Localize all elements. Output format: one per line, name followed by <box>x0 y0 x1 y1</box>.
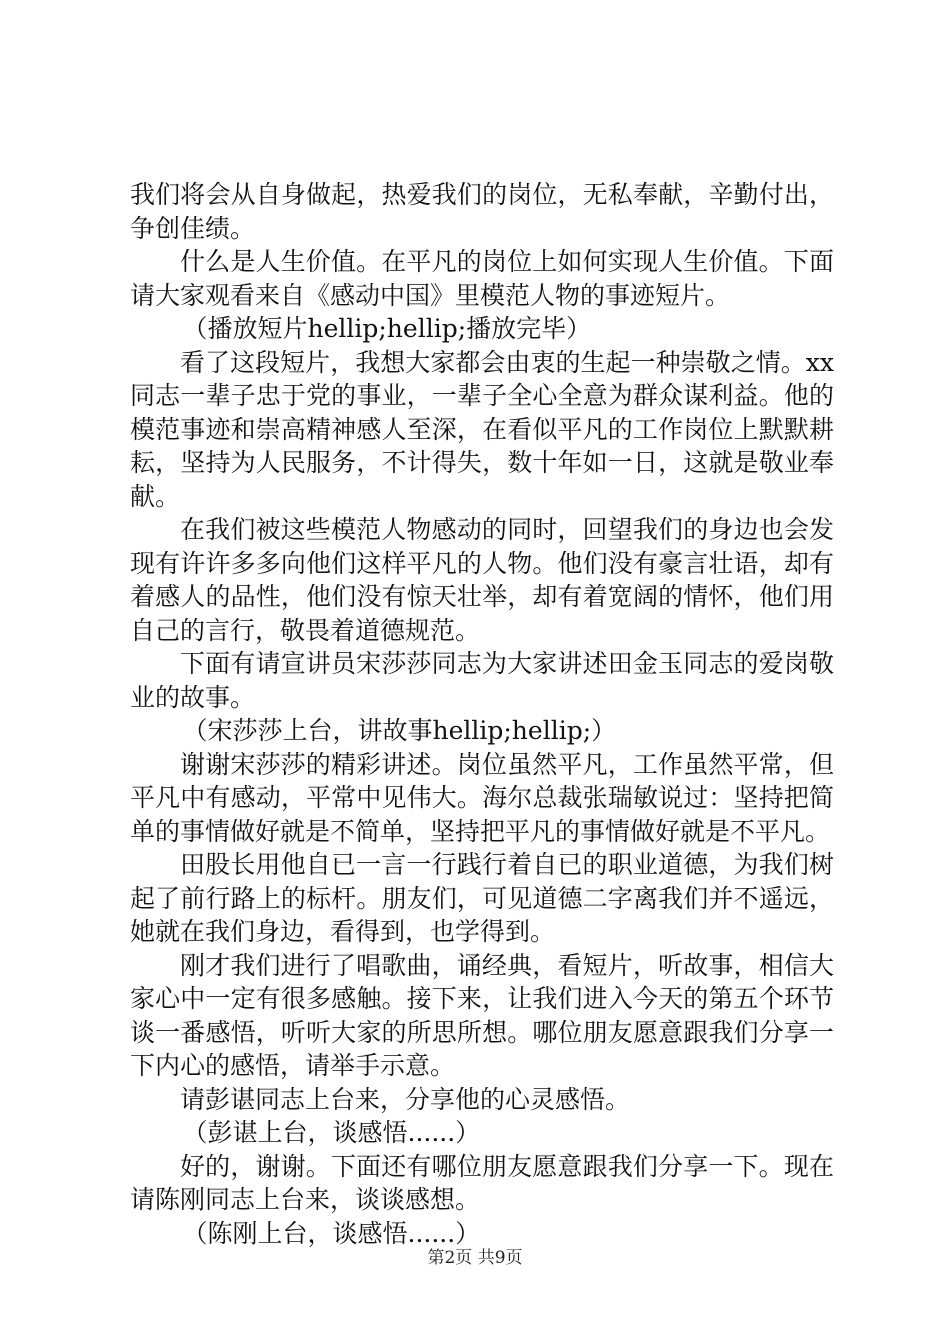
page-number-footer: 第2页 共9页 <box>427 1248 523 1268</box>
stage-note-story: （宋莎莎上台，讲故事hellip;hellip;） <box>182 716 617 745</box>
paragraph-continuation: 我们将会从自身做起，热爱我们的岗位，无私奉献，辛勤付出，争创佳绩。 <box>130 180 834 243</box>
paragraph-invite-chen: 好的，谢谢。下面还有哪位朋友愿意跟我们分享一下。现在请陈刚同志上台来，谈谈感想。 <box>130 1151 834 1214</box>
paragraph-role-model: 田股长用他自已一言一行践行着自已的职业道德，为我们树起了前行路上的标杆。朋友们，可见道德二字离我们并不遥远，她就在我们身边，看得到，也学得到。 <box>130 850 834 946</box>
paragraph-life-value: 什么是人生价值。在平凡的岗位上如何实现人生价值。下面请大家观看来自《感动中国》里模范人物的事迹短片。 <box>130 247 834 310</box>
document-body <box>130 178 834 1250</box>
stage-note-play-video: （播放短片hellip;hellip;播放完毕） <box>182 314 592 343</box>
paragraph-after-video: 看了这段短片，我想大家都会由衷的生起一种崇敬之情。xx同志一辈子忠于党的事业，一辈子全心全意为群众谋利益。他的模范事迹和崇高精神感人至深，在看似平凡的工作岗位上默默耕耘，坚持为人民服务，不计得失，数十年如一日，这就是敬业奉献。 <box>130 347 834 511</box>
paragraph-thanks-speaker: 谢谢宋莎莎的精彩讲述。岗位虽然平凡，工作虽然平常，但平凡中有感动，平常中见伟大。海尔总裁张瑞敏说过：坚持把简单的事情做好就是不简单，坚持把平凡的事情做好就是不平凡。 <box>130 749 834 846</box>
stage-note-chen: （陈刚上台，谈感悟......） <box>182 1218 481 1248</box>
stage-note-peng: （彭谌上台，谈感悟......） <box>182 1118 481 1147</box>
paragraph-invite-speaker: 下面有请宣讲员宋莎莎同志为大家讲述田金玉同志的爱岗敬业的故事。 <box>130 649 834 712</box>
paragraph-ordinary-people: 在我们被这些模范人物感动的同时，回望我们的身边也会发现有许许多多向他们这样平凡的人物。他们没有豪言壮语，却有着感人的品性，他们没有惊天壮举，却有着宽阔的情怀，他们用自己的言行，敬畏着道德规范。 <box>130 515 834 645</box>
paragraph-fifth-segment: 刚才我们进行了唱歌曲，诵经典，看短片，听故事，相信大家心中一定有很多感触。接下来，让我们进入今天的第五个环节谈一番感悟，听听大家的所思所想。哪位朋友愿意跟我们分享一下内心的感悟，请举手示意。 <box>130 950 834 1080</box>
paragraph-invite-peng: 请彭谌同志上台来，分享他的心灵感悟。 <box>180 1084 631 1114</box>
